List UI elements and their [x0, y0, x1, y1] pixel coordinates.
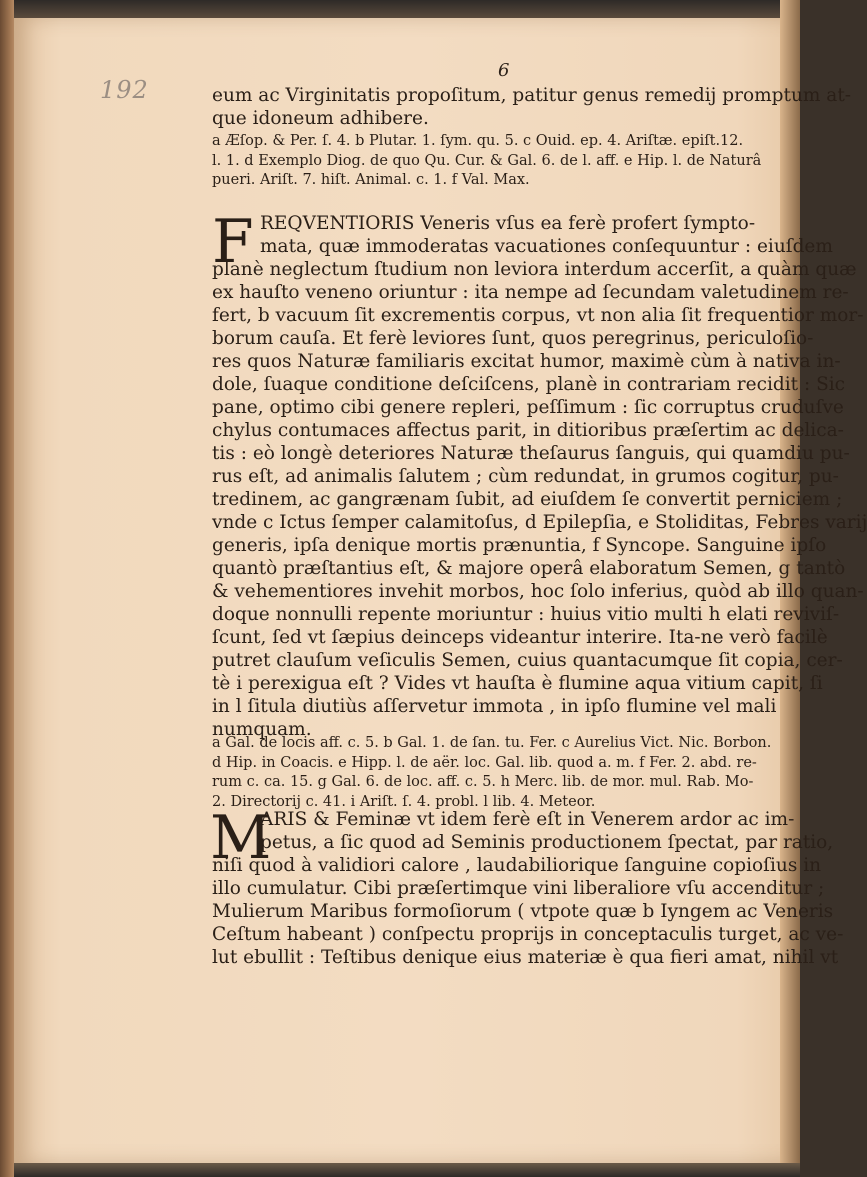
text-line: tis : eò longè deteriores Naturæ theſaurus ſanguis, qui quamdiu pu- [212, 443, 850, 464]
text-line: putret clauſum veſiculis Semen, cuius quantacumque ſit copia, cer- [212, 650, 843, 671]
text-line: res quos Naturæ familiaris excitat humor, maximè cùm à nativa in- [212, 351, 841, 372]
text-line: dole, ſuaque conditione deſciſcens, planè in contrariam recidit : Sic [212, 374, 846, 395]
text-line: ſcunt, ſed vt ſæpius deinceps videantur interire. Ita-ne verò facilè [212, 627, 828, 648]
pencil-mark: 192 [100, 76, 149, 104]
text-line: ARIS & Feminæ vt idem ferè eſt in Venerem ardor ac im- [260, 809, 795, 830]
footnote-line: pueri. Ariſt. 7. hiſt. Animal. c. 1. f Val. Max. [212, 172, 530, 188]
page-number: 6 [498, 60, 510, 81]
text-line: chylus contumaces affectus parit, in ditioribus præſertim ac delica- [212, 420, 844, 441]
footnote-line: a Gal. de locis aff. c. 5. b Gal. 1. de ſan. tu. Fer. c Aurelius Vict. Nic. Borbon. [212, 735, 772, 751]
text-line: tè i perexigua eſt ? Vides vt hauſta è flumine aqua vitium capit, ſi [212, 673, 823, 694]
text-line: REQVENTIORIS Veneris vſus ea ferè profert ſympto- [260, 213, 756, 234]
drop-cap: M [210, 803, 272, 873]
footnotes-1 [212, 132, 792, 191]
text-line: numquam. [212, 719, 312, 740]
intro-paragraph [212, 84, 851, 130]
top-edge [14, 0, 800, 18]
text-line: fert, b vacuum ſit excrementis corpus, vt non alia ſit frequentior mor- [212, 305, 864, 326]
text-line: & vehementiores invehit morbos, hoc ſolo inferius, quòd ab illo quan- [212, 581, 864, 602]
text-line: in l ſitula diutiùs aſſervetur immota , in ipſo flumine vel mali [212, 696, 777, 717]
footnote-line: rum c. ca. 15. g Gal. 6. de loc. aff. c. 5. h Merc. lib. de mor. mul. Rab. Mo- [212, 774, 754, 790]
text-line: Mulierum Maribus formoſiorum ( vtpote quæ b Iyngem ac Veneris [212, 901, 834, 922]
text-line: pane, optimo cibi genere repleri, peſſimum : ſic corruptus cruduſve [212, 397, 844, 418]
text-line: borum cauſa. Et ferè leviores ſunt, quos peregrinus, periculoſio- [212, 328, 814, 349]
text-line: eum ac Virginitatis propoſitum, patitur genus remedij promptum at- [212, 85, 851, 106]
text-line: generis, ipſa denique mortis prænuntia, f Syncope. Sanguine ipſo [212, 535, 827, 556]
text-line: tredinem, ac gangrænam ſubit, ad eiuſdem ſe convertit perniciem ; [212, 489, 843, 510]
text-line: petus, a ſic quod ad Seminis productionem ſpectat, par ratio, [260, 832, 834, 853]
section-2-paragraph [210, 803, 844, 969]
text-line: mata, quæ immoderatas vacuationes conſequuntur : eiuſdem [260, 236, 833, 257]
footnotes-2 [212, 734, 792, 812]
footnote-line: l. 1. d Exemplo Diog. de quo Qu. Cur. & Gal. 6. de l. aff. e Hip. l. de Naturâ [212, 152, 762, 169]
text-line: rus eſt, ad animalis ſalutem ; cùm redundat, in grumos cogitur, pu- [212, 466, 839, 487]
text-line: niſi quod à validiori calore , laudabiliorique ſanguine copioſius in [212, 855, 822, 876]
drop-cap: F [212, 207, 254, 277]
text-line: planè neglectum ſtudium non leviora interdum accerſit, a quàm quæ [212, 259, 857, 280]
footnote-line: a Æſop. & Per. ſ. 4. b Plutar. 1. ſym. qu. 5. c Ouid. ep. 4. Ariſtæ. epiſt.12. [212, 133, 744, 149]
footnote-line: 2. Directorij c. 41. i Ariſt. ſ. 4. probl. l lib. 4. Meteor. [212, 793, 596, 810]
footnote-line: d Hip. in Coacis. e Hipp. l. de aër. loc. Gal. lib. quod a. m. f Fer. 2. abd. re- [212, 754, 757, 771]
bottom-edge [14, 1163, 800, 1177]
text-line: que idoneum adhibere. [212, 108, 429, 129]
text-line: Ceſtum habeant ) conſpectu proprijs in conceptaculis turget, ac ve- [212, 924, 844, 945]
text-line: doque nonnulli repente moriuntur : huius vitio multi h elati reviviſ- [212, 604, 840, 625]
text-line: vnde c Ictus ſemper calamitoſus, d Epilepſia, e Stoliditas, Febres varij [212, 512, 867, 533]
text-line: illo cumulatur. Cibi præſertimque vini liberaliore vſu accenditur ; [212, 878, 825, 899]
text-line: ex hauſto veneno oriuntur : ita nempe ad ſecundam valetudinem re- [212, 282, 849, 303]
section-1-paragraph [212, 207, 867, 741]
text-line: lut ebullit : Teſtibus denique eius materiæ è qua fieri amat, nihil vt [212, 947, 839, 968]
text-line: quantò præſtantius eſt, & majore operâ elaboratum Semen, g tantò [212, 558, 846, 579]
